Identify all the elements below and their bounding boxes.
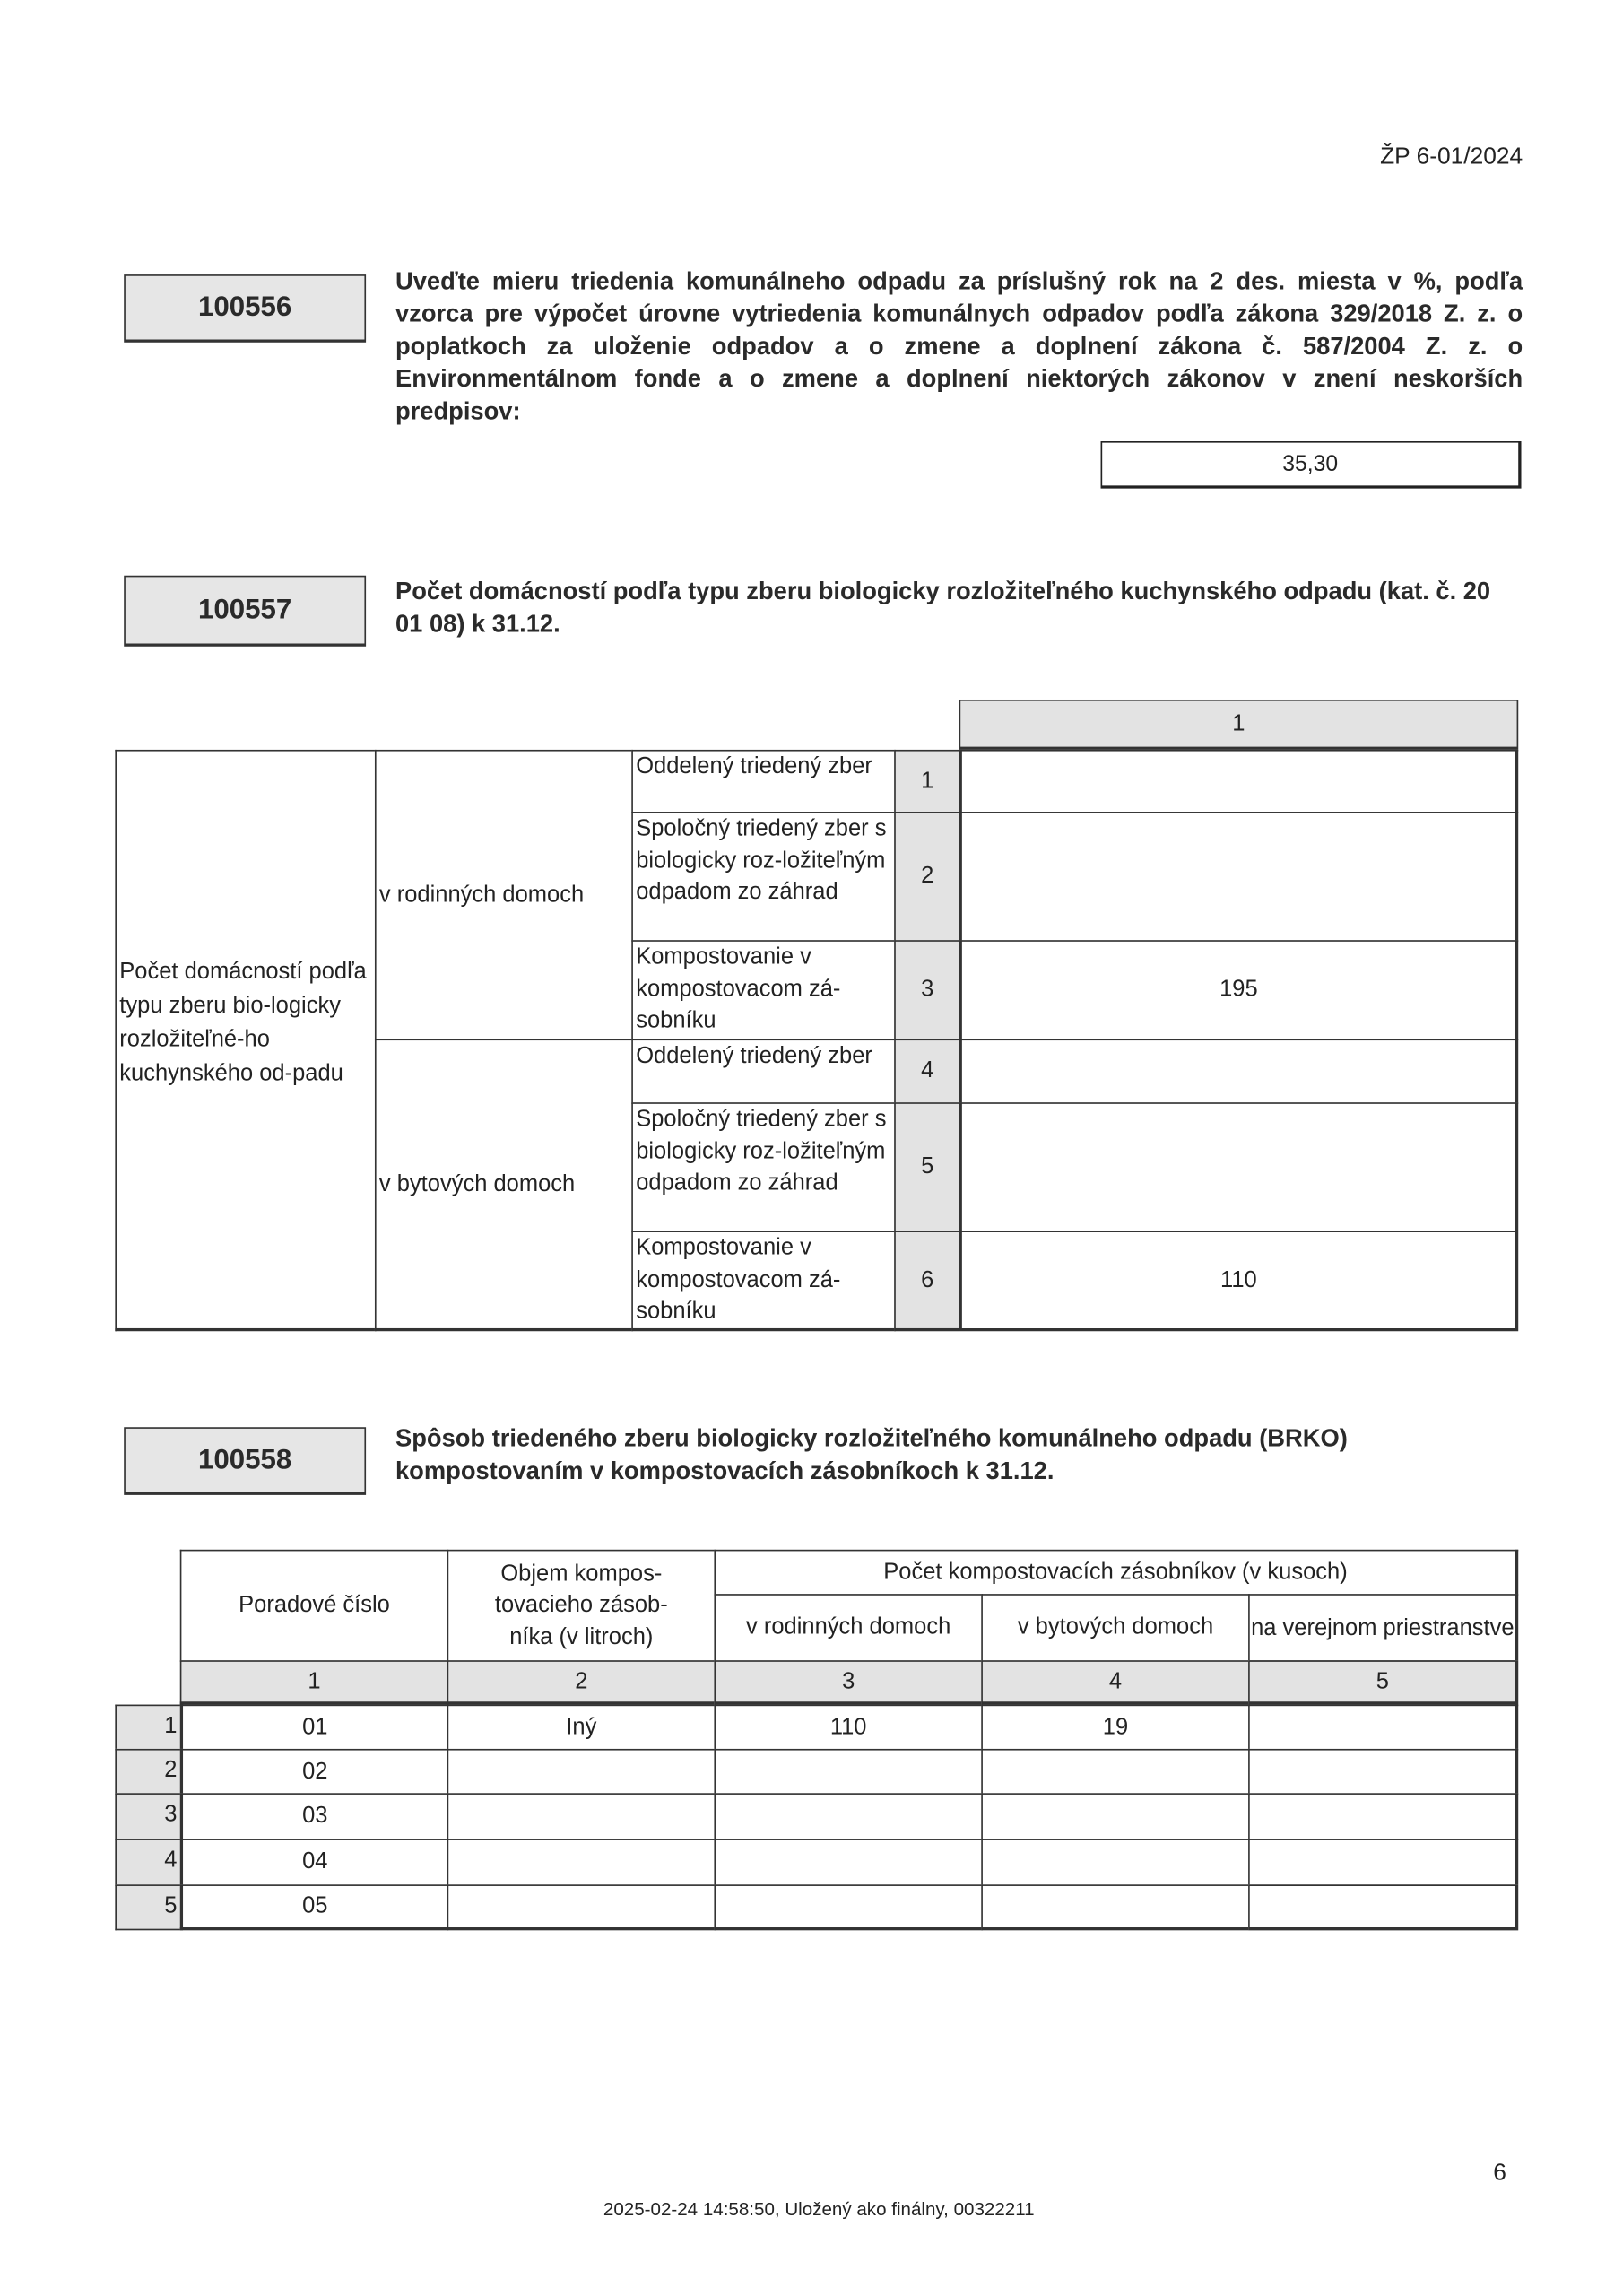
cell-public[interactable] [1248,1749,1518,1793]
cell-public[interactable] [1248,1839,1518,1884]
cell-family[interactable] [714,1884,981,1930]
cell-volume[interactable] [447,1839,715,1884]
cell-public[interactable] [1248,1705,1518,1749]
cell-order: 02 [180,1749,447,1793]
cell-family[interactable]: 110 [714,1705,981,1749]
section-code-100557: 100557 [124,576,366,647]
cell-volume[interactable] [447,1749,715,1793]
row-label-5: Spoločný triedený zber s biologicky roz-ložiteľným odpadom zo záhrad [631,1102,894,1231]
row-number-3: 3 [894,940,959,1039]
cell-public[interactable] [1248,1793,1518,1839]
row-value-1[interactable] [959,750,1519,812]
header-family-houses: v rodinných domoch [714,1594,981,1660]
cell-apartment[interactable]: 19 [981,1705,1248,1749]
row-label-1: Oddelený triedený zber [631,750,894,812]
row-label-4: Oddelený triedený zber [631,1039,894,1102]
cell-apartment[interactable] [981,1793,1248,1839]
status-line: 2025-02-24 14:58:50, Uložený ako finálny, 00322211 [603,2198,1035,2220]
row-group-label: Počet domácností podľa typu zberu bio-logicky rozložiteľné-ho kuchynského od-padu [115,750,375,1331]
cell-apartment[interactable] [981,1749,1248,1793]
row-index: 4 [115,1839,179,1884]
column-number-5: 5 [1248,1660,1518,1704]
column-number-4: 4 [981,1660,1248,1704]
header-public-space: na verejnom priestranstve [1248,1594,1518,1660]
group-label-apartment-buildings: v bytových domoch [375,1039,631,1331]
column-number-2: 2 [447,1660,715,1704]
section-title-100558: Spôsob triedeného zberu biologicky rozložiteľného komunálneho odpadu (BRKO) kompostovaním v kompostovacích zásobníkoch k 31.12. [395,1423,1348,1485]
row-index: 3 [115,1793,179,1839]
row-label-6: Kompostovanie v kompostovacom zá-sobníku [631,1231,894,1331]
section-code-100558: 100558 [124,1427,366,1495]
header-count-group: Počet kompostovacích zásobníkov (v kusoch) [714,1550,1518,1594]
header-apartment-buildings: v bytových domoch [981,1594,1248,1660]
cell-volume[interactable] [447,1884,715,1930]
row-number-6: 6 [894,1231,959,1331]
row-number-5: 5 [894,1102,959,1231]
row-index: 5 [115,1884,179,1930]
row-value-4[interactable] [959,1039,1519,1102]
group-label-family-houses: v rodinných domoch [375,750,631,1039]
row-label-3: Kompostovanie v kompostovacom zá-sobníku [631,940,894,1039]
section-code-100556: 100556 [124,274,366,343]
question-100556: Uveďte mieru triedenia komunálneho odpadu za príslušný rok na 2 des. miesta v %, podľa vzorca pre výpočet úrovne vytriedenia komunálnych odpadov podľa zákona 329/2018 Z. z. o poplatkoch za uloženie odpadov a o zmene a doplnení zákona č. 587/2004 Z. z. o Environmentálnom fonde a o zmene a doplnení niektorých zákonov v znení neskorších predpisov: [395,266,1523,425]
cell-order: 05 [180,1884,447,1930]
cell-order: 04 [180,1839,447,1884]
cell-family[interactable] [714,1749,981,1793]
section-title-100557: Počet domácností podľa typu zberu biologicky rozložiteľného kuchynského odpadu (kat. č. 20 01 08) k 31.12. [395,577,1491,638]
column-header-1: 1 [959,700,1519,750]
page-number: 6 [1493,2161,1506,2186]
cell-volume[interactable]: Iný [447,1705,715,1749]
row-index: 1 [115,1705,179,1749]
header-order-number: Poradové číslo [180,1550,447,1660]
cell-order: 03 [180,1793,447,1839]
row-number-2: 2 [894,812,959,940]
cell-apartment[interactable] [981,1839,1248,1884]
cell-order: 01 [180,1705,447,1749]
cell-family[interactable] [714,1793,981,1839]
row-number-1: 1 [894,750,959,812]
row-number-4: 4 [894,1039,959,1102]
sorting-rate-value-field[interactable]: 35,30 [1101,441,1522,489]
document-code: ŽP 6-01/2024 [1380,144,1523,170]
cell-public[interactable] [1248,1884,1518,1930]
cell-volume[interactable] [447,1793,715,1839]
cell-apartment[interactable] [981,1884,1248,1930]
cell-family[interactable] [714,1839,981,1884]
header-volume: Objem kompos-tovacieho zásob-níka (v litroch) [447,1550,715,1660]
row-index: 2 [115,1749,179,1793]
row-value-5[interactable] [959,1102,1519,1231]
row-value-2[interactable] [959,812,1519,940]
column-number-1: 1 [180,1660,447,1704]
row-value-6[interactable]: 110 [959,1231,1519,1331]
row-value-3[interactable]: 195 [959,940,1519,1039]
row-label-2: Spoločný triedený zber s biologicky roz-ložiteľným odpadom zo záhrad [631,812,894,940]
column-number-3: 3 [714,1660,981,1704]
